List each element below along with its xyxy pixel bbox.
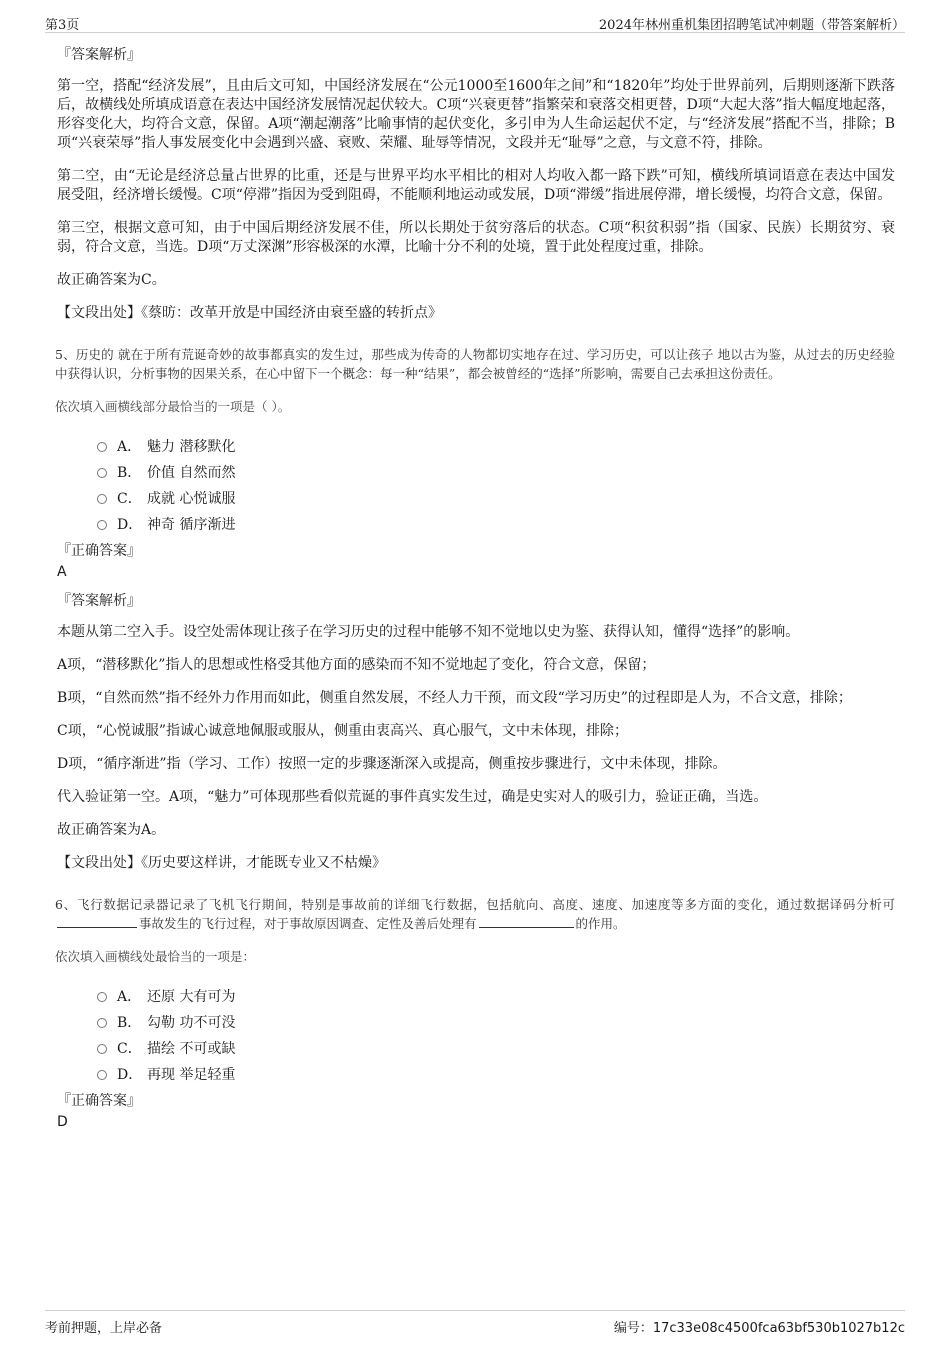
analysis-paragraph: 代入验证第一空。A项，“魅力”可体现那些看似荒诞的事件真实发生过，确是史实对人的吸引力，验证正确，当选。 bbox=[57, 789, 768, 805]
analysis-paragraph: 第二空，由“无论是经济总量占世界的比重，还是与世界平均水平相比的相对人均收入都一路下跌”可知，横线所填词语意在表达中国发展受阻，经济增长缓慢。C项“停滞”指因为受到阻碍，不能顺利地运动或发展，D项“滞缓”指进展停滞，增长缓慢，均符合文意，保留。 bbox=[57, 168, 895, 203]
fill-blank bbox=[479, 915, 574, 928]
correct-answer: A bbox=[57, 564, 67, 580]
page-header bbox=[45, 12, 905, 33]
analysis-paragraph: 本题从第二空入手。设空处需体现让孩子在学习历史的过程中能够不知不觉地以史为鉴、获得认知，懂得“选择”的影响。 bbox=[57, 624, 800, 640]
correct-answer: D bbox=[57, 1114, 68, 1130]
analysis-paragraph: C项，“心悦诚服”指诚心诚意地佩服或服从，侧重由衷高兴、真心服气，文中未体现，排除； bbox=[57, 723, 629, 739]
analysis-paragraph: 第三空，根据文意可知，由于中国后期经济发展不佳，所以长期处于贫穷落后的状态。C项“积贫积弱”指（国家、民族）长期贫穷、衰弱，符合文意，当选。D项“万丈深渊”形容极深的水潭，比喻十分不利的处境，置于此处程度过重，排除。 bbox=[57, 220, 895, 255]
analysis-paragraph: 故正确答案为A。 bbox=[57, 822, 166, 838]
option-b[interactable]: B． 价值 自然而然 bbox=[97, 460, 895, 486]
radio-icon[interactable] bbox=[97, 520, 107, 530]
option-a[interactable]: A． 魅力 潜移默化 bbox=[97, 434, 895, 460]
question-5-prompt: 依次填入画横线部分最恰当的一项是（ ）。 bbox=[55, 399, 291, 414]
document-title: 2024年林州重机集团招聘笔试冲刺题（带答案解析） bbox=[598, 18, 905, 33]
analysis-paragraph: 第一空，搭配“经济发展”，且由后文可知，中国经济发展在“公元1000至1600年之间”和“1820年”均处于世界前列，后期则逐渐下跌落后，故横线处所填成语意在表达中国经济发展情况起伏较大。C项“兴衰更替”指繁荣和衰落交相更替，D项“大起大落”指大幅度地起落，形容变化大，均符合文意，保留。A项“潮起潮落”比喻事情的起伏变化，多引申为人生命运起伏不定，与“经济发展”搭配不当，排除；B项“兴衰荣辱”指人事发展变化中会遇到兴盛、衰败、荣耀、耻辱等情况，文段并无“耻辱”之意，与文意不符，排除。 bbox=[57, 78, 895, 151]
option-d[interactable]: D． 神奇 循序渐进 bbox=[97, 512, 895, 538]
analysis-label: 『答案解析』 bbox=[57, 593, 141, 609]
radio-icon[interactable] bbox=[97, 442, 107, 452]
document-body bbox=[57, 46, 895, 1142]
fill-blank bbox=[57, 915, 137, 928]
radio-icon[interactable] bbox=[97, 468, 107, 478]
page-footer bbox=[45, 1310, 905, 1341]
correct-answer-label: 『正确答案』 bbox=[57, 543, 141, 559]
analysis-label: 『答案解析』 bbox=[57, 47, 141, 63]
question-5-options bbox=[97, 434, 895, 538]
document-code: 编号：17c33e08c4500fca63bf530b1027b12c bbox=[613, 1321, 905, 1336]
analysis-paragraph: D项，“循序渐进”指（学习、工作）按照一定的步骤逐渐深入或提高，侧重按步骤进行，文中未体现，排除。 bbox=[57, 756, 727, 772]
radio-icon[interactable] bbox=[97, 1044, 107, 1054]
footer-slogan: 考前押题，上岸必备 bbox=[45, 1321, 163, 1336]
analysis-paragraph: 故正确答案为C。 bbox=[57, 272, 166, 288]
question-6-options bbox=[97, 984, 895, 1088]
radio-icon[interactable] bbox=[97, 1018, 107, 1028]
question-6-prompt: 依次填入画横线处最恰当的一项是： bbox=[55, 949, 256, 964]
option-c[interactable]: C． 描绘 不可或缺 bbox=[97, 1036, 895, 1062]
analysis-paragraph: B项，“自然而然”指不经外力作用而如此，侧重自然发展，不经人力干预，而文段“学习历史”的过程即是人为，不合文意，排除； bbox=[57, 690, 852, 706]
option-c[interactable]: C． 成就 心悦诚服 bbox=[97, 486, 895, 512]
page-number: 第3页 bbox=[45, 18, 80, 33]
analysis-paragraph: A项，“潜移默化”指人的思想或性格受其他方面的感染而不知不觉地起了变化，符合文意，保留； bbox=[57, 657, 656, 673]
source-citation: 【文段出处】《历史要这样讲，才能既专业又不枯燥》 bbox=[57, 855, 386, 871]
question-6-stem: 6、飞行数据记录器记录了飞机飞行期间，特别是事故前的详细飞行数据，包括航向、高度、速度、加速度等多方面的变化，通过数据译码分析可事故发生的飞行过程，对于事故原因调查、定性及善后处理有 的作用。 bbox=[55, 897, 895, 931]
radio-icon[interactable] bbox=[97, 494, 107, 504]
option-b[interactable]: B． 勾勒 功不可没 bbox=[97, 1010, 895, 1036]
option-d[interactable]: D． 再现 举足轻重 bbox=[97, 1062, 895, 1088]
radio-icon[interactable] bbox=[97, 992, 107, 1002]
correct-answer-label: 『正确答案』 bbox=[57, 1093, 141, 1109]
source-citation: 【文段出处】《蔡昉：改革开放是中国经济由衰至盛的转折点》 bbox=[57, 305, 442, 321]
option-a[interactable]: A． 还原 大有可为 bbox=[97, 984, 895, 1010]
radio-icon[interactable] bbox=[97, 1070, 107, 1080]
question-5-stem: 5、历史的 就在于所有荒诞奇妙的故事都真实的发生过，那些成为传奇的人物都切实地存在过、学习历史，可以让孩子 地以古为鉴，从过去的历史经验中获得认识，分析事物的因果关系，在心中留下一个概念：每一种“结果”，都会被曾经的“选择”所影响，需要自己去承担这份责任。 bbox=[55, 347, 895, 381]
